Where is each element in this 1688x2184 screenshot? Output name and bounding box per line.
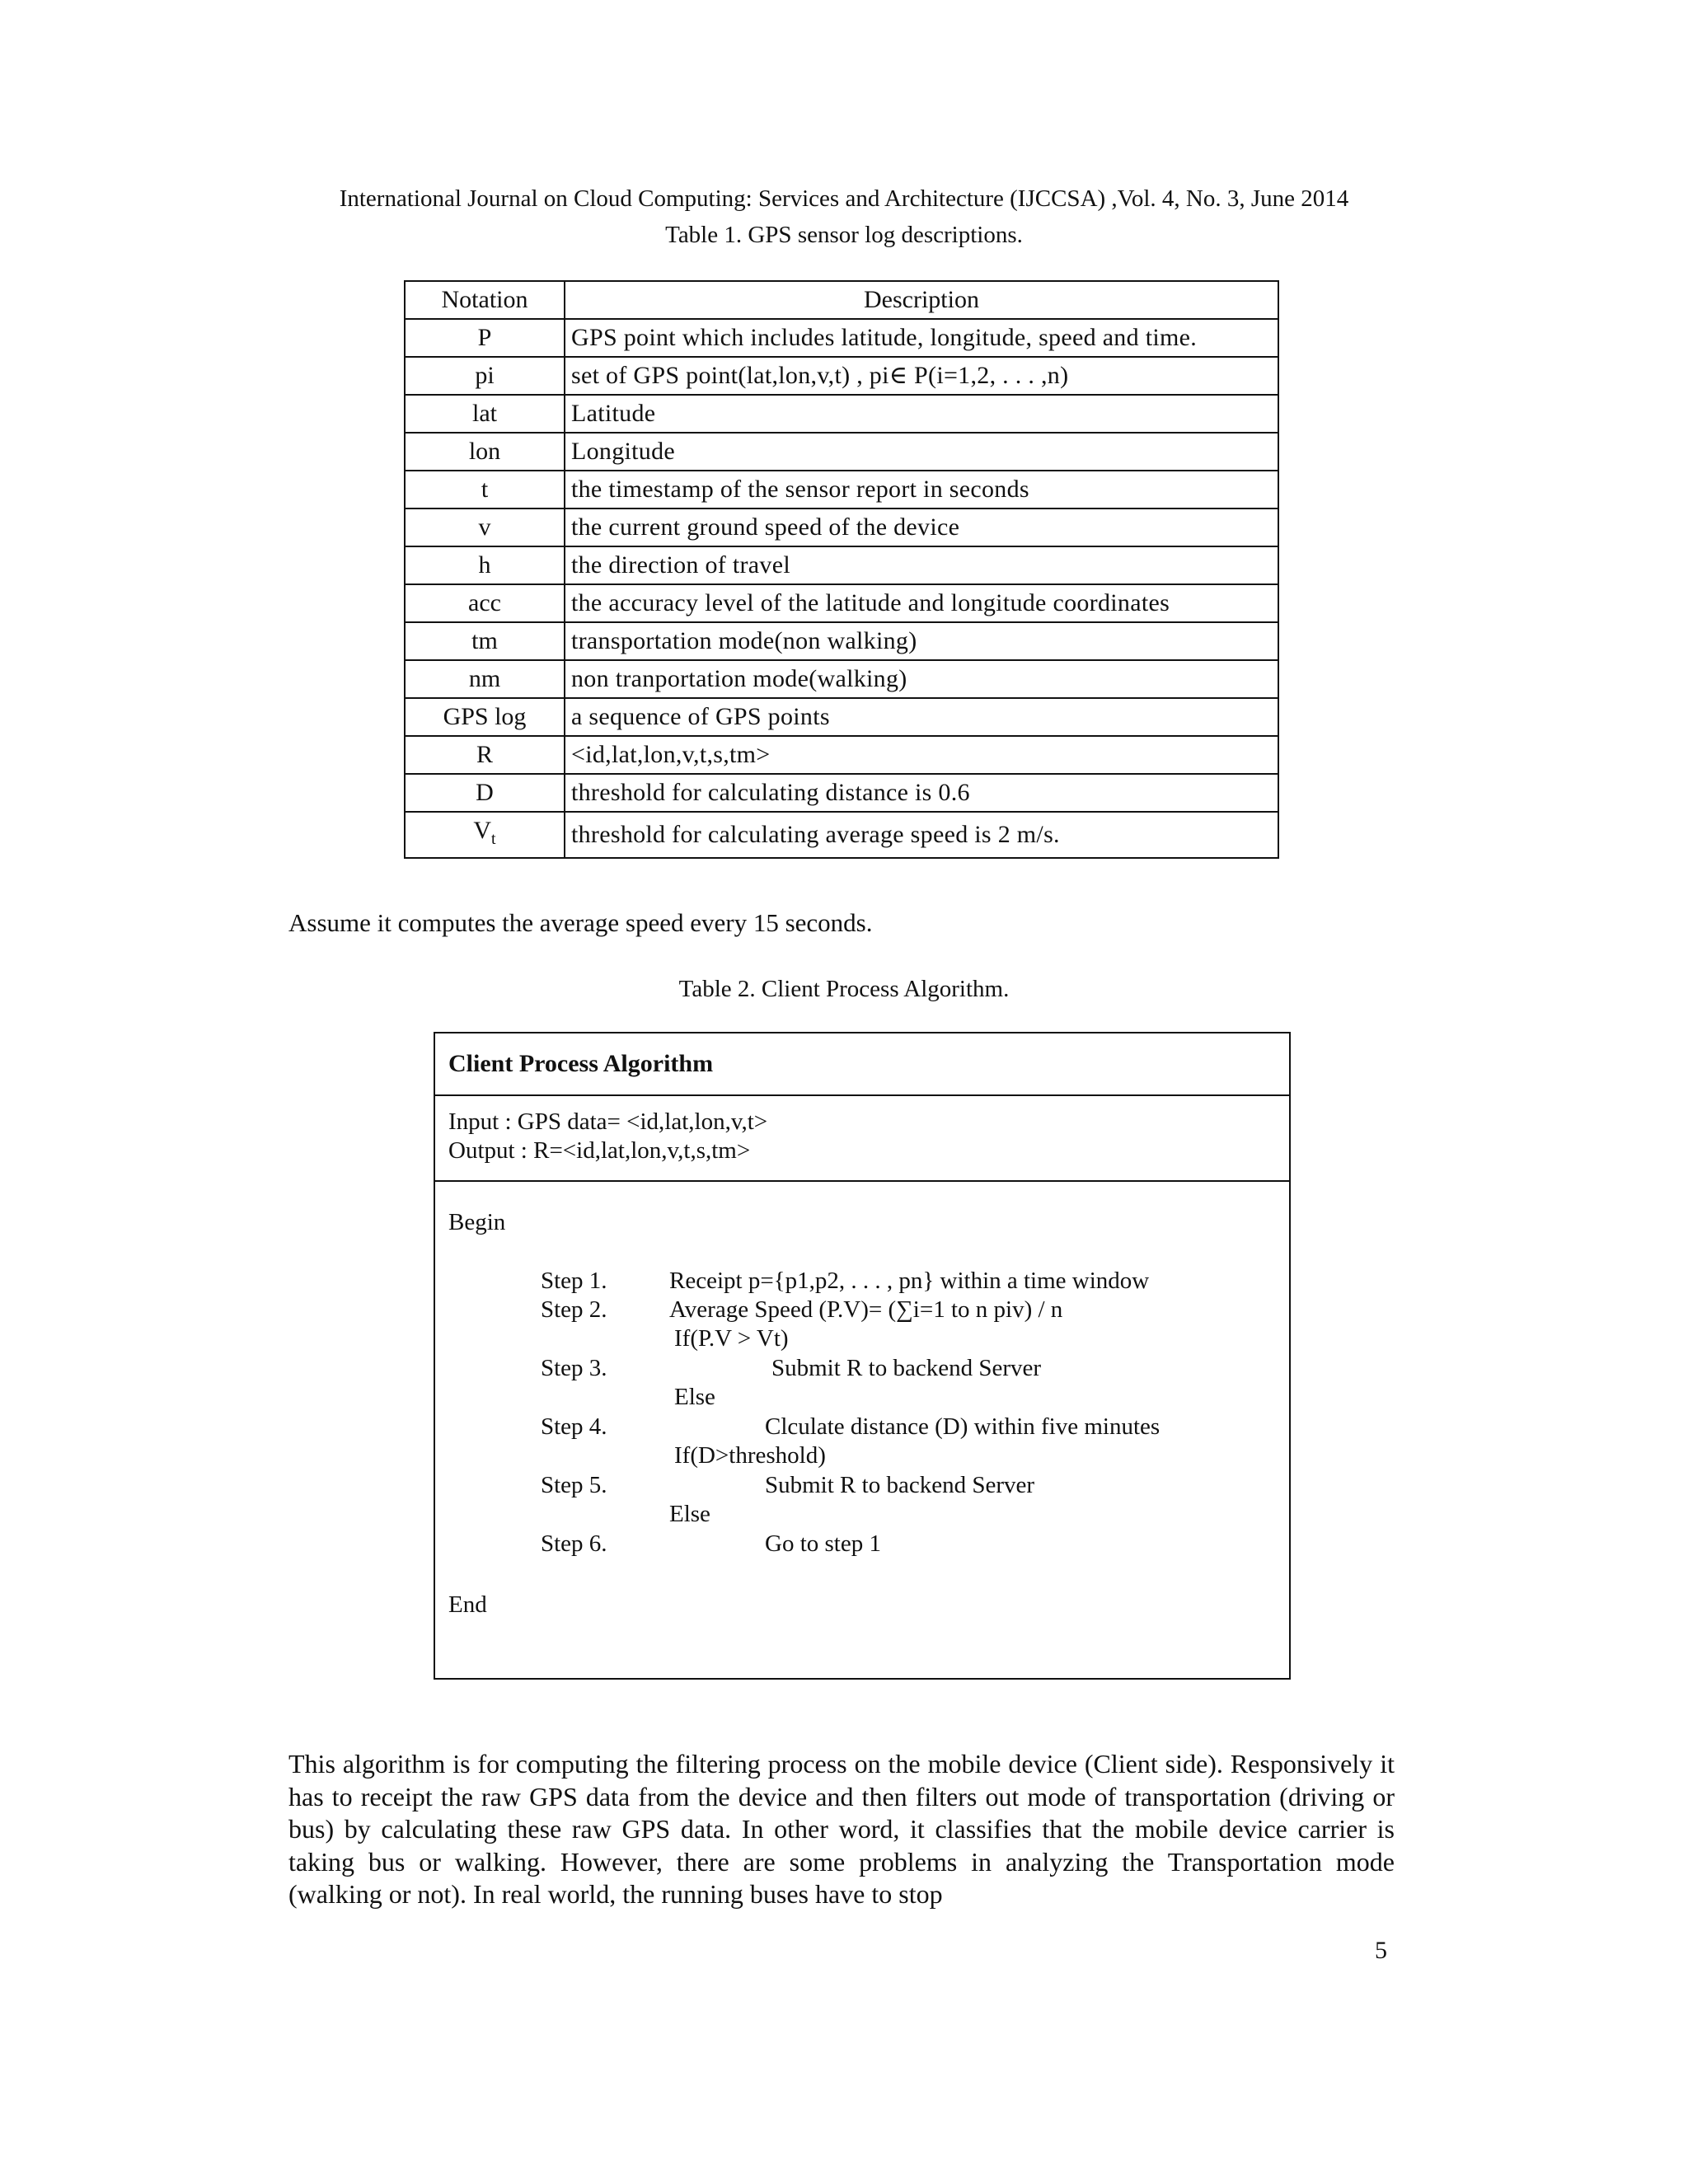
notation-cell: h [405,546,565,584]
algorithm-input: Input : GPS data= <id,lat,lon,v,t> [448,1108,768,1135]
description-cell: non tranportation mode(walking) [565,660,1278,698]
table-row [405,660,1278,698]
notation-cell: pi [405,357,565,395]
notation-cell: P [405,319,565,357]
notation-cell: R [405,736,565,774]
step-text: Submit R to backend Server [771,1355,1042,1381]
body-paragraph: This algorithm is for computing the filtering process on the mobile device (Client side). Responsively it has to receipt the raw GPS data from the device and then filters out mode of transportation (driving or bus) by calculating these raw GPS data. In other word, it classifies that the mobile device carrier is taking bus or walking. However, there are some problems in analyzing the Transportation mode (walking or not). In real world, the running buses have to stop [288,1749,1395,1909]
algorithm-output: Output : R=<id,lat,lon,v,t,s,tm> [448,1137,751,1164]
step-text: Average Speed (P.V)= (∑i=1 to n piv) / n [669,1296,1063,1323]
table-row [405,774,1278,812]
description-cell: threshold for calculating distance is 0.6 [565,774,1278,812]
table-row [405,471,1278,509]
table-row [405,509,1278,546]
notation-cell: GPS log [405,698,565,736]
page-number: 5 [1375,1937,1387,1964]
condition-text: If(D>threshold) [674,1442,826,1469]
notation-cell: t [405,471,565,509]
table-row [405,584,1278,622]
notation-cell: nm [405,660,565,698]
description-cell: set of GPS point(lat,lon,v,t) , pi∈ P(i=1,2, . . . ,n) [565,357,1278,395]
description-cell: Latitude [565,395,1278,433]
journal-header: International Journal on Cloud Computing: Services and Architecture (IJCCSA) ,Vol. 4, No. 3, June 2014 [339,185,1349,212]
step-text: Receipt p={p1,p2, . . . , pn} within a time window [669,1268,1150,1294]
description-cell: Longitude [565,433,1278,471]
notation-cell: tm [405,622,565,660]
column-header-description: Description [565,281,1278,319]
table-row [405,319,1278,357]
algorithm-box [434,1032,1291,1680]
step-label: Step 3. [541,1355,607,1381]
notation-cell: D [405,774,565,812]
description-cell: the direction of travel [565,546,1278,584]
step-text: Clculate distance (D) within five minutes [765,1413,1160,1440]
notation-cell: v [405,509,565,546]
step-text: Submit R to backend Server [765,1472,1035,1498]
table-row [405,357,1278,395]
condition-text: If(P.V > Vt) [674,1325,789,1352]
description-cell: a sequence of GPS points [565,698,1278,736]
step-label: Step 5. [541,1472,607,1498]
notation-main: V [473,817,492,844]
else-text: Else [669,1501,710,1527]
step-text: Go to step 1 [765,1530,881,1557]
description-cell: the accuracy level of the latitude and longitude coordinates [565,584,1278,622]
notation-cell [405,812,565,858]
table-row [405,736,1278,774]
description-cell: threshold for calculating average speed is 2 m/s. [565,812,1278,858]
algorithm-io-row [435,1096,1289,1182]
notation-table [404,280,1279,859]
table-row [405,433,1278,471]
table-header-row [405,281,1278,319]
step-label: Step 1. [541,1268,607,1294]
table-row [405,395,1278,433]
step-label: Step 2. [541,1296,607,1323]
step-label: Step 4. [541,1413,607,1440]
step-label: Step 6. [541,1530,607,1557]
table1-caption: Table 1. GPS sensor log descriptions. [665,222,1023,248]
algorithm-title: Client Process Algorithm [448,1050,714,1077]
algorithm-end: End [448,1591,487,1618]
column-header-notation: Notation [405,281,565,319]
algorithm-begin: Begin [448,1209,506,1235]
algorithm-title-row [435,1033,1289,1096]
notation-cell: acc [405,584,565,622]
notation-cell: lat [405,395,565,433]
else-text: Else [674,1384,715,1410]
notation-subscript: t [491,830,496,848]
notation-cell: lon [405,433,565,471]
table-row [405,546,1278,584]
description-cell: <id,lat,lon,v,t,s,tm> [565,736,1278,774]
assumption-text: Assume it computes the average speed every 15 seconds. [288,908,873,937]
description-cell: the current ground speed of the device [565,509,1278,546]
table2-caption: Table 2. Client Process Algorithm. [678,976,1010,1002]
table-row [405,812,1278,858]
table-row [405,622,1278,660]
description-cell: the timestamp of the sensor report in seconds [565,471,1278,509]
description-cell: transportation mode(non walking) [565,622,1278,660]
description-cell: GPS point which includes latitude, longitude, speed and time. [565,319,1278,357]
table-row [405,698,1278,736]
